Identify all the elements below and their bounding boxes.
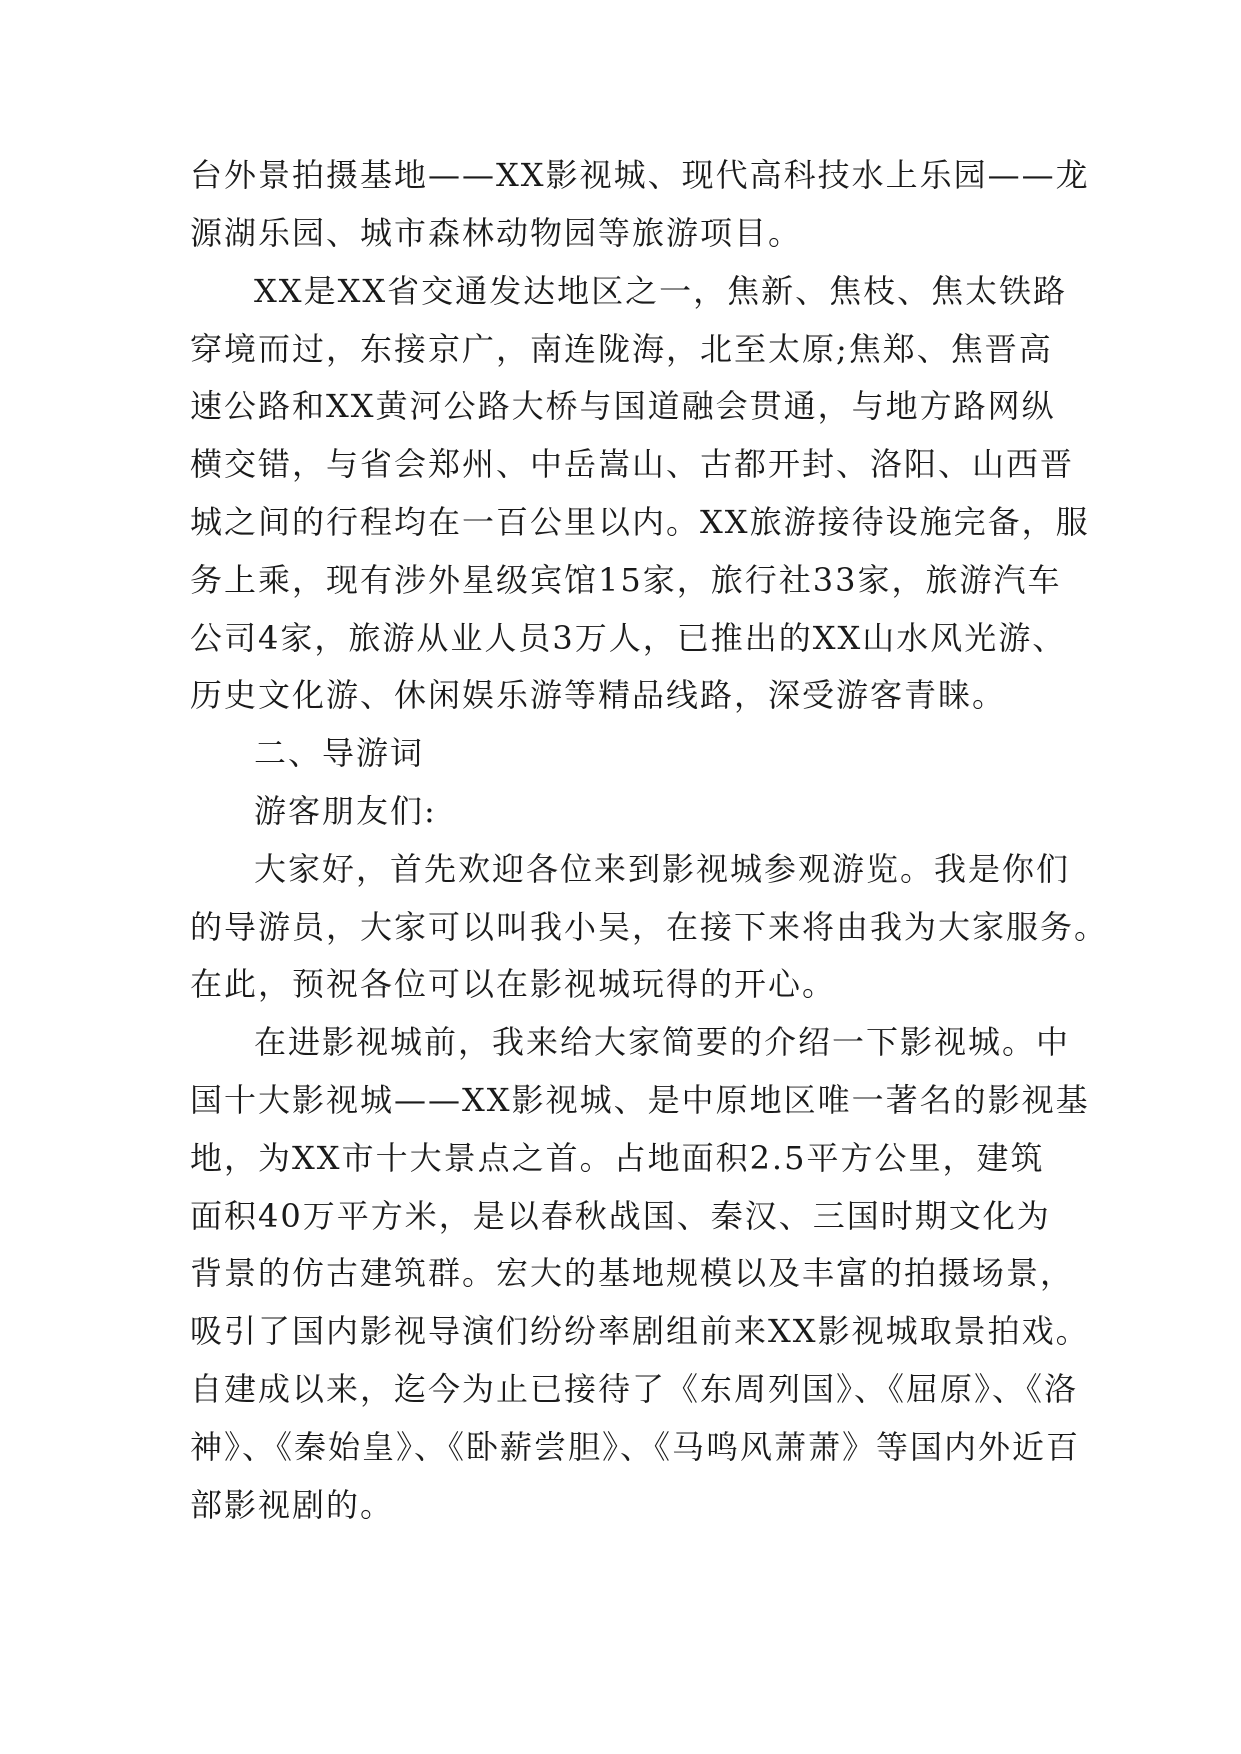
- text-line: 吸引了国内影视导演们纷纷率剧组前来XX影视城取景拍戏。: [190, 1312, 1090, 1350]
- text-line: 穿境而过，东接京广，南连陇海，北至太原;焦郑、焦晋高: [190, 330, 1053, 368]
- text-line: 台外景拍摄基地——XX影视城、现代高科技水上乐园——龙: [190, 156, 1090, 194]
- text-line: 部影视剧的。: [190, 1486, 395, 1524]
- salutation-line: 游客朋友们:: [254, 792, 437, 830]
- text-line: 源湖乐园、城市森林动物园等旅游项目。: [190, 214, 803, 252]
- text-line: 公司4家，旅游从业人员3万人，已推出的XX山水风光游、: [190, 619, 1067, 657]
- text-line: 城之间的行程均在一百公里以内。XX旅游接待设施完备，服: [190, 503, 1090, 541]
- paragraph-start-line: 在进影视城前，我来给大家简要的介绍一下影视城。中: [254, 1023, 1071, 1061]
- text-line: 面积40万平方米，是以春秋战国、秦汉、三国时期文化为: [190, 1197, 1051, 1235]
- text-line: 在此，预祝各位可以在影视城玩得的开心。: [190, 965, 837, 1003]
- text-line: 务上乘，现有涉外星级宾馆15家，旅行社33家，旅游汽车: [190, 561, 1062, 599]
- section-heading: 二、导游词: [254, 734, 425, 772]
- paragraph-start-line: XX是XX省交通发达地区之一，焦新、焦枝、焦太铁路: [254, 272, 1068, 310]
- text-line: 神》、《秦始皇》、《卧薪尝胆》、《马鸣风萧萧》等国内外近百: [190, 1428, 1081, 1466]
- text-line: 地，为XX市十大景点之首。占地面积2.5平方公里，建筑: [190, 1139, 1045, 1177]
- paragraph-start-line: 大家好，首先欢迎各位来到影视城参观游览。我是你们: [254, 850, 1071, 888]
- text-line: 历史文化游、休闲娱乐游等精品线路，深受游客青睐。: [190, 676, 1007, 714]
- text-line: 横交错，与省会郑州、中岳嵩山、古都开封、洛阳、山西晋: [190, 445, 1075, 483]
- text-line: 的导游员，大家可以叫我小吴，在接下来将由我为大家服务。: [190, 908, 1109, 946]
- text-line: 国十大影视城——XX影视城、是中原地区唯一著名的影视基: [190, 1081, 1090, 1119]
- text-line: 自建成以来，迄今为止已接待了《东周列国》、《屈原》、《洛: [190, 1370, 1079, 1408]
- text-line: 速公路和XX黄河公路大桥与国道融会贯通，与地方路网纵: [190, 387, 1056, 425]
- text-line: 背景的仿古建筑群。宏大的基地规模以及丰富的拍摄场景，: [190, 1254, 1075, 1292]
